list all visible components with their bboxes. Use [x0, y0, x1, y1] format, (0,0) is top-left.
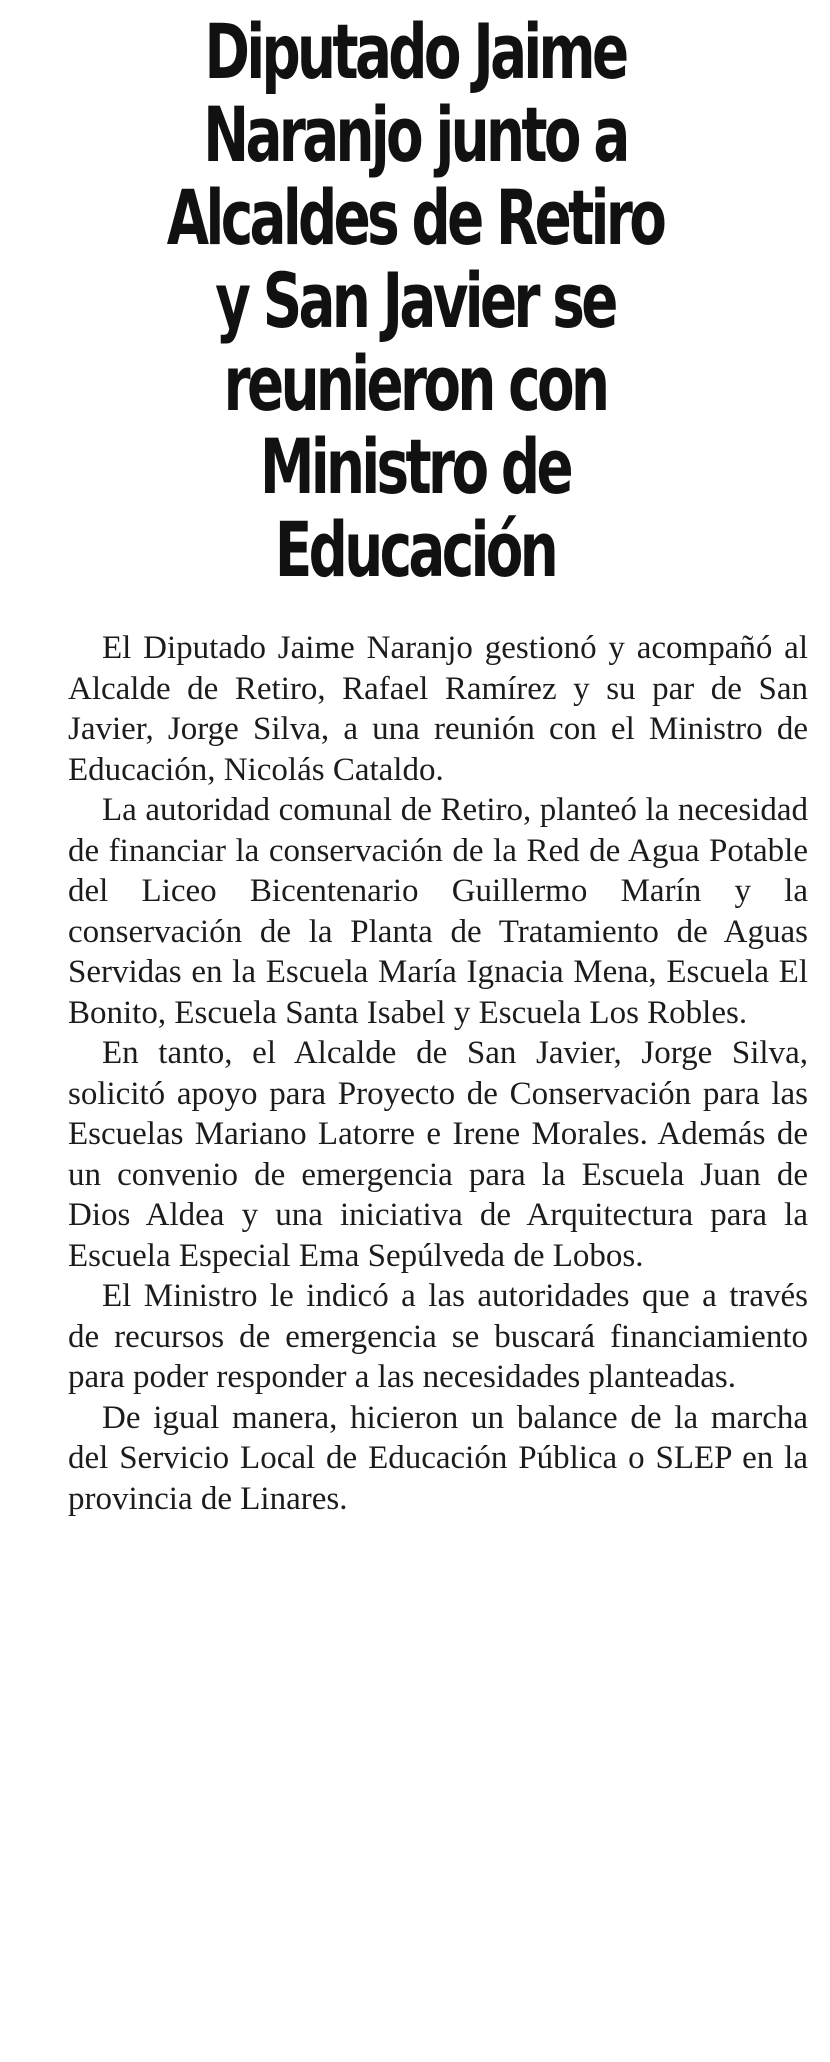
article-paragraph: El Diputado Jaime Naranjo gestionó y acompañó al Alcalde de Retiro, Rafael Ramírez y su par de San Javier, Jorge Silva, a una reunión con el Ministro de Educación, Nicolás Cataldo. — [68, 630, 808, 788]
article-paragraph: En tanto, el Alcalde de San Javier, Jorge Silva, solicitó apoyo para Proyecto de Conservación para las Escuelas Mariano Latorre e Irene Morales. Además de un convenio de emergencia para la Escuela Juan de Dios Aldea y una iniciativa de Arquitectura para la Escuela Especial Ema Sepúlveda de Lobos. — [68, 1035, 808, 1274]
article-paragraph: La autoridad comunal de Retiro, planteó la necesidad de financiar la conservación de la Red de Agua Potable del Liceo Bicentenario Guillermo Marín y la conservación de la Planta de Tratamiento de Aguas Servidas en la Escuela María Ignacia Mena, Escuela El Bonito, Escuela Santa Isabel y Escuela Los Robles. — [68, 792, 808, 1031]
article-body — [68, 628, 808, 1519]
article-headline: Diputado Jaime Naranjo junto a Alcaldes de Retiro y San Javier se reunieron con Ministro de Educación — [166, 7, 664, 594]
article-paragraph: De igual manera, hicieron un balance de la marcha del Servicio Local de Educación Pública o SLEP en la provincia de Linares. — [68, 1399, 808, 1517]
article-paragraph: El Ministro le indicó a las autoridades que a través de recursos de emergencia se buscará financiamiento para poder responder a las necesidades planteadas. — [68, 1278, 808, 1395]
